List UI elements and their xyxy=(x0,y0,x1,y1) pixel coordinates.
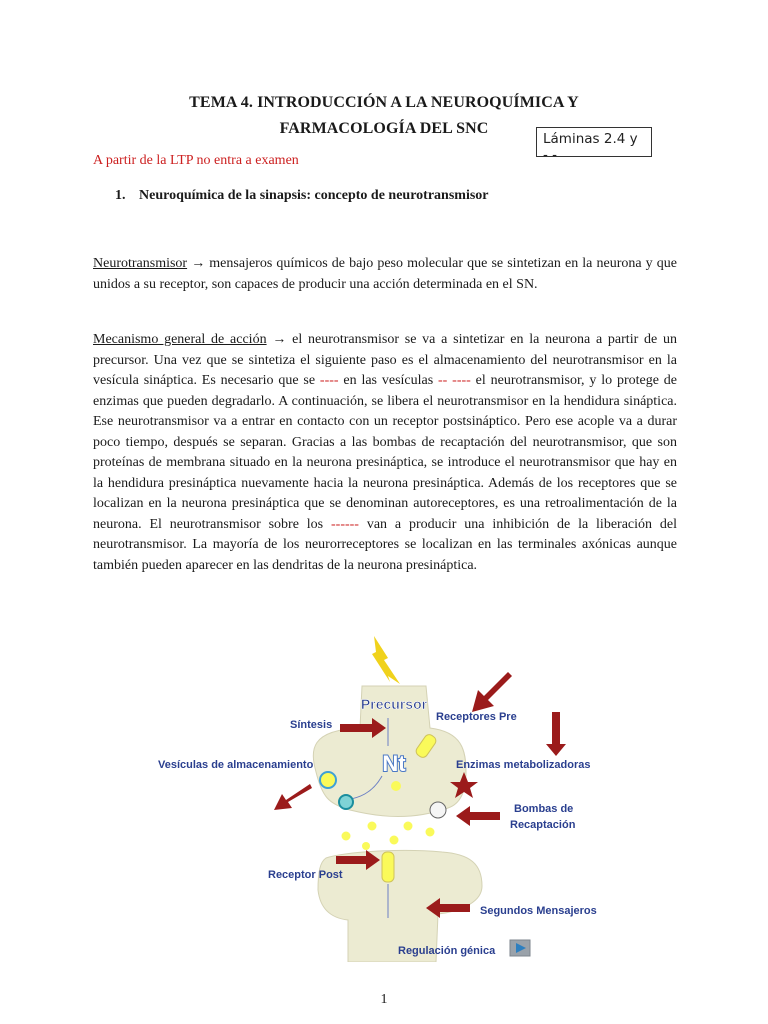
storage-vesicle xyxy=(320,772,336,788)
blank-c: ------ xyxy=(331,516,359,532)
arrow-1: → xyxy=(187,256,210,271)
nt-molecule xyxy=(342,832,351,841)
title-line-1: TEMA 4. INTRODUCCIÓN A LA NEUROQUÍMICA Y xyxy=(189,94,579,111)
paragraph-mecanismo xyxy=(93,330,677,576)
paragraph-1-text: mensajeros químicos de bajo peso molecular que se sintetizan en la neurona y que unidos a su receptor, son capaces de producir una acción determinada en el SN. xyxy=(93,256,677,292)
lightning-bolt xyxy=(372,636,400,684)
section-number: 1. xyxy=(115,188,126,203)
nt-molecule xyxy=(391,781,401,791)
paragraph-neurotransmisor xyxy=(93,254,677,295)
nt-molecule xyxy=(426,828,435,837)
nt-molecule xyxy=(404,822,413,831)
paragraph-2-text-b: en las vesículas xyxy=(338,373,439,388)
arrow-receptores-pre xyxy=(472,672,512,712)
blank-b: -- ---- xyxy=(438,373,471,388)
sintesis-label: Síntesis xyxy=(290,719,333,731)
section-title: Neuroquímica de la sinapsis: concepto de neurotransmisor xyxy=(139,188,489,203)
section-heading xyxy=(115,188,489,204)
laminas-line-1: Láminas 2.4 y xyxy=(543,131,638,147)
page-number: 1 xyxy=(380,992,388,1007)
nt-molecule xyxy=(390,836,399,845)
laminas-line-2: - - xyxy=(543,147,558,157)
paragraph-2-text-c: el neurotransmisor, y lo protege de enzimas que pueden degradarlo. A continuación, se libera el neurotransmisor en la hendidura sináptica. Ese neurotransmisor va a entrar en contacto con un receptor postsináptico. Pero ese acople va a durar poco tiempo, después se separan. Gracias a las bombas de recaptación del neurotransmisor, que son proteínas de membrana situado en la neurona presináptica, se introduce el neurotransmisor que hay en la hendidura presináptica nuevamente hacia la neurona presináptica. Además de los receptores que se localizan en la neurona presináptica que se denominan autoreceptores, es una retroalimentación de la neurona. El neurotransmisor sobre los xyxy=(93,373,677,532)
nt-molecule xyxy=(362,842,370,850)
laminas-box xyxy=(536,127,652,157)
nt-label: Nt xyxy=(382,751,406,776)
arrow-enzimas xyxy=(546,712,566,756)
receptores-pre-label: Receptores Pre xyxy=(436,711,517,723)
post-receptor xyxy=(382,852,394,882)
exam-note: A partir de la LTP no entra a examen xyxy=(93,153,299,168)
arrow-vesiculas xyxy=(274,784,312,810)
vesiculas-label: Vesículas de almacenamiento xyxy=(158,759,314,771)
blank-a: ---- xyxy=(319,373,339,388)
segundos-label: Segundos Mensajeros xyxy=(480,905,597,917)
paragraph-2-text-d: van a producir una inhibición de la liberación del neurotransmisor. La mayoría de los neurorreceptores se localizan en las terminales axónicas aunque también pueden aparecer en las dendritas de la neurona presináptica. xyxy=(93,516,677,573)
bombas-label-1: Bombas de xyxy=(514,803,574,815)
receptor-post-label: Receptor Post xyxy=(268,869,343,881)
synapse-diagram xyxy=(150,632,620,962)
bombas-label-2: Recaptación xyxy=(510,819,576,831)
reuptake-pump xyxy=(430,802,446,818)
nt-molecule xyxy=(368,822,377,831)
term-mecanismo: Mecanismo general de acción xyxy=(93,332,267,347)
enzimas-label: Enzimas metabolizadoras xyxy=(456,759,591,771)
arrow-bombas xyxy=(456,806,500,826)
fusing-vesicle xyxy=(339,795,353,809)
arrow-2: → xyxy=(266,332,293,347)
term-neurotransmisor: Neurotransmisor xyxy=(93,256,188,271)
regulacion-label: Regulación génica xyxy=(398,945,496,957)
precursor-label: Precursor xyxy=(360,696,428,712)
title-line-2: FARMACOLOGÍA DEL SNC xyxy=(279,120,489,137)
paragraph-2-text-a: el neurotransmisor se va a sintetizar en la neurona a partir de un precursor. Una vez que se sintetiza el siguiente paso es el almacenamiento del neurotransmisor en la vesícula sináptica. Es necesario que se xyxy=(93,332,678,388)
